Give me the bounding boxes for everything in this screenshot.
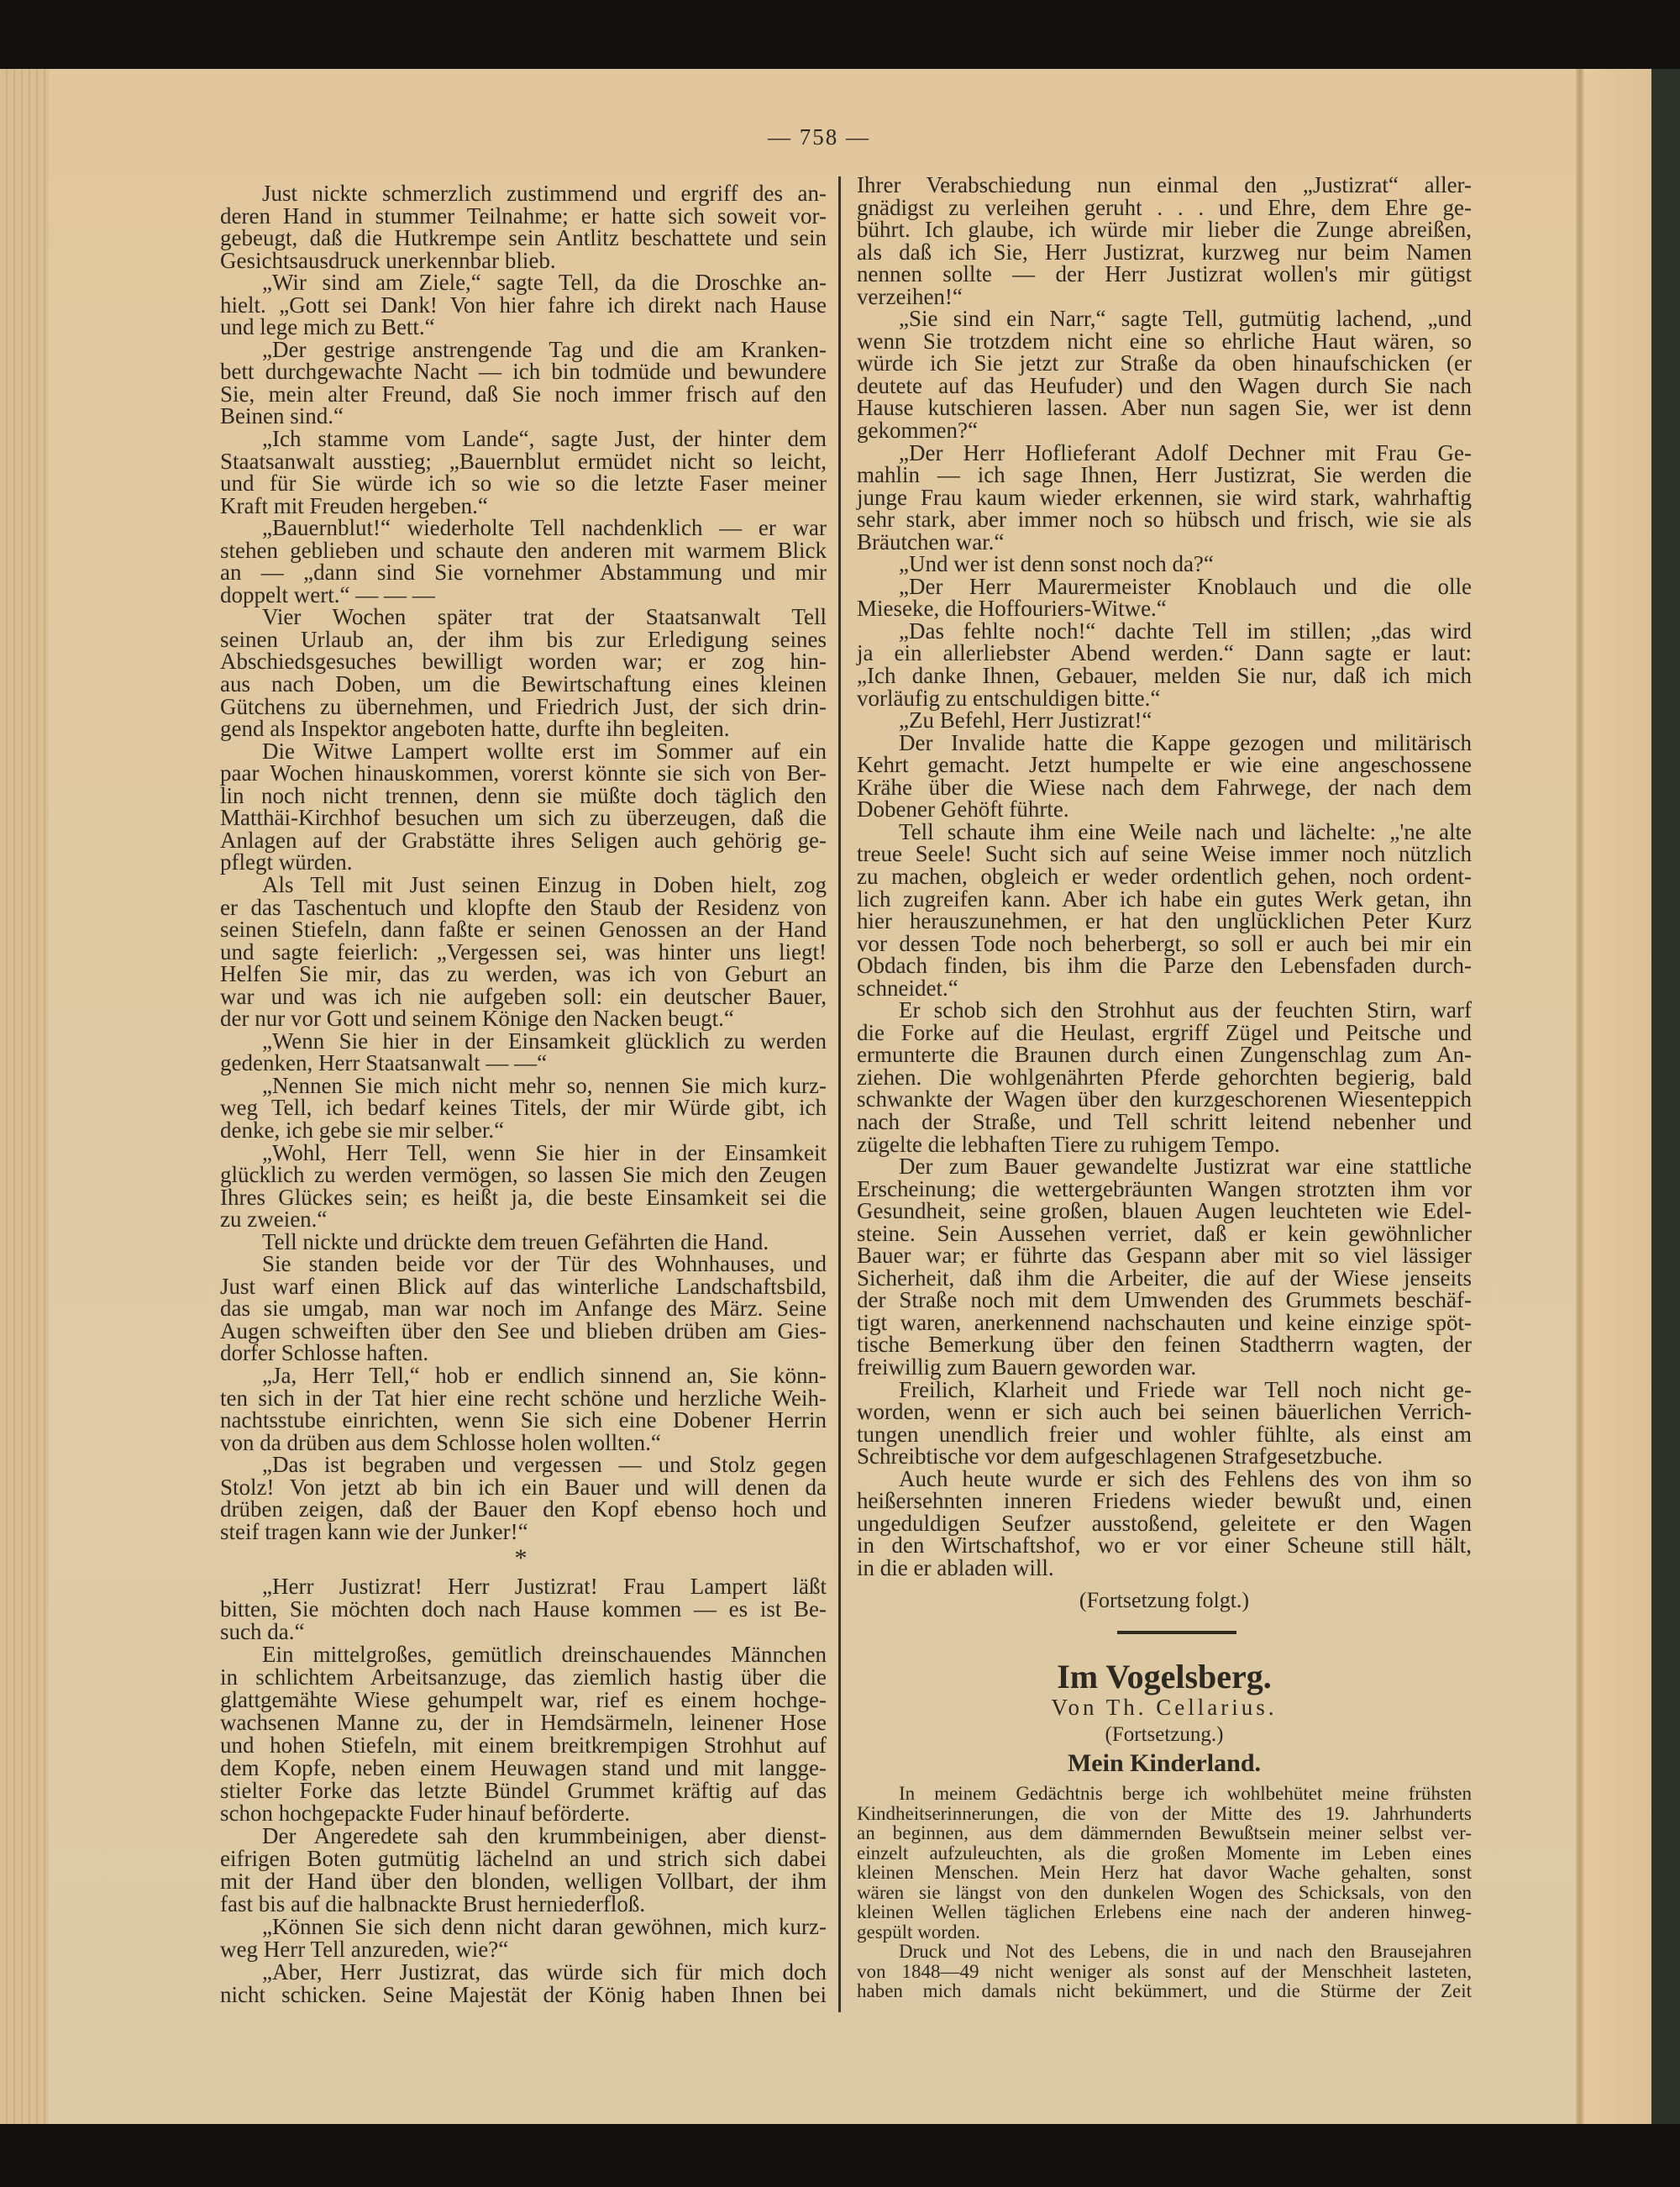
text-line: fast bis auf die halbnackte Brust herniederfloß. bbox=[220, 1891, 646, 1916]
text-line: gend als Inspektor angeboten hatte, durfte ihn begleiten. bbox=[220, 716, 730, 742]
text-line: gespült worden. bbox=[857, 1921, 980, 1943]
article-title: Im Vogelsberg. bbox=[1057, 1658, 1272, 1695]
text-line: drüben zeigen, daß der Bauer den Kopf ebenso hoch und bbox=[220, 1496, 827, 1522]
text-line: und lege mich zu Bett.“ bbox=[220, 314, 435, 340]
text-line: gekommen?“ bbox=[857, 418, 978, 444]
text-line: Abschiedsgesuches bewilligt worden war; er zog hin- bbox=[220, 649, 827, 675]
text-line: dorfer Schlosse haften. bbox=[220, 1340, 429, 1366]
paragraph bbox=[857, 174, 1472, 308]
text-line: Ihres Glückes sein; es heißt ja, die beste Einsamkeit sei die bbox=[220, 1184, 827, 1210]
text-line: kleinen Menschen. Mein Herz hat davor Wache gehalten, sonst bbox=[857, 1862, 1472, 1883]
paragraph bbox=[220, 1825, 827, 1916]
text-line: „Herr Justizrat! Herr Justizrat! Frau Lampert läßt bbox=[262, 1574, 827, 1599]
text-line: ten sich in der Tat hier eine recht schöne und herzliche Weih- bbox=[220, 1385, 827, 1411]
text-line: und hohen Stiefeln, mit einem breitkrempigen Strohhut auf bbox=[220, 1732, 827, 1758]
text-line: gebeugt, daß die Hutkrempe sein Antlitz beschattete und sein bbox=[220, 225, 827, 251]
text-line: Sie standen beide vor der Tür des Wohnhauses, und bbox=[262, 1251, 827, 1277]
text-line: freiwillig zum Bauern geworden war. bbox=[857, 1354, 1197, 1380]
text-line: Schreibtische vor dem aufgeschlagenen Strafgesetzbuche. bbox=[857, 1443, 1383, 1469]
paragraph bbox=[857, 620, 1472, 709]
paragraph bbox=[857, 999, 1472, 1155]
text-line: „Aber, Herr Justizrat, das würde sich für mich doch bbox=[262, 1959, 827, 1985]
text-line: einzelt aufzuleuchten, als die großen Momente im Leben eines bbox=[857, 1842, 1472, 1864]
text-line: aus nach Doben, um die Bewirtschaftung eines kleinen bbox=[220, 671, 827, 697]
text-line: „Der Herr Hoflieferant Adolf Dechner mit Frau Ge- bbox=[899, 439, 1472, 465]
text-line: in die er abladen will. bbox=[857, 1554, 1054, 1580]
text-line: schon hochgepackte Fuder hinauf beförderte. bbox=[220, 1801, 631, 1826]
text-line: Sicherheit, daß ihm die Arbeiter, die auf der Wiese jenseits bbox=[857, 1264, 1472, 1291]
text-line: hier herauszunehmen, er hat den unglücklichen Peter Kurz bbox=[857, 908, 1472, 934]
text-line: das sie umgab, man war noch im Anfange des März. Seine bbox=[220, 1296, 827, 1322]
text-line: Tell schaute ihm eine Weile nach und lächelte: „'ne alte bbox=[899, 818, 1472, 844]
text-line: Kindheitserinnerungen, die von der Mitte des 19. Jahrhunderts bbox=[857, 1802, 1472, 1824]
text-line: Druck und Not des Lebens, die in und nach den Brausejahren bbox=[899, 1941, 1472, 1962]
text-line: sehr stark, aber immer noch so hübsch und frisch, wie sie als bbox=[857, 507, 1472, 533]
text-line: tigt waren, anerkennend nachschauten und keine einzige spöt- bbox=[857, 1309, 1472, 1335]
text-line: Gesundheit, seine großen, blauen Augen leuchteten wie Edel- bbox=[857, 1198, 1472, 1224]
text-line: „Sie sind ein Narr,“ sagte Tell, gutmütig lachend, „und bbox=[899, 306, 1472, 332]
text-line: weg Tell, ich bedarf keines Titels, der mir Würde gibt, ich bbox=[220, 1095, 827, 1121]
text-line: Just warf einen Blick auf das winterliche Landschaftsbild, bbox=[220, 1273, 827, 1299]
text-line: Der Angeredete sah den krummbeinigen, aber dienst- bbox=[262, 1823, 827, 1848]
text-line: nennen sollte — der Herr Justizrat wollen's mir gütigst bbox=[857, 261, 1472, 287]
text-line: Krähe über die Wiese nach dem Fahrwege, der nach dem bbox=[857, 774, 1472, 800]
text-line: Anlagen auf der Grabstätte ihres Seligen auch gehörig ge- bbox=[220, 827, 827, 853]
text-line: stehen geblieben und schaute den anderen mit warmem Blick bbox=[220, 537, 827, 563]
text-line: „Der Herr Maurermeister Knoblauch und die olle bbox=[899, 573, 1472, 599]
text-line: an — „dann sind Sie vornehmer Abstammung und mir bbox=[220, 560, 827, 586]
text-line: treue Seele! Sucht sich auf seine Weise immer noch nützlich bbox=[857, 841, 1472, 867]
text-line: „Das ist begraben und vergessen — und Stolz gegen bbox=[262, 1452, 827, 1478]
text-line: mit der Hand über den blonden, welligen Vollbart, der ihm bbox=[220, 1869, 827, 1894]
paragraph bbox=[220, 517, 827, 606]
text-line: von 1848—49 nicht weniger als sonst auf der Menschheit lasteten, bbox=[857, 1960, 1472, 1982]
text-line: weg Herr Tell anzureden, wie?“ bbox=[220, 1937, 509, 1962]
right-column-story bbox=[857, 174, 1472, 1579]
paragraph bbox=[220, 1139, 827, 1233]
paragraph bbox=[220, 1961, 827, 2006]
text-line: „Zu Befehl, Herr Justizrat!“ bbox=[899, 707, 1152, 733]
article-divider bbox=[1117, 1631, 1236, 1634]
text-line: nach der Straße, und Tell schritt leitend nebenher und bbox=[857, 1108, 1472, 1134]
paragraph bbox=[220, 1643, 827, 1825]
article-byline: Von Th. Cellarius. bbox=[1051, 1695, 1278, 1720]
text-line: der nur vor Gott und seinem Könige den Nacken beugt.“ bbox=[220, 1006, 734, 1032]
text-line: „Das fehlte noch!“ dachte Tell im stillen; „das wird bbox=[899, 618, 1472, 644]
paragraph bbox=[857, 1155, 1472, 1378]
text-line: Der zum Bauer gewandelte Justizrat war eine stattliche bbox=[899, 1154, 1472, 1180]
text-line: steine. Sein Aussehen verriet, daß er kein gewöhnlicher bbox=[857, 1220, 1472, 1246]
text-line: zügelte die lebhaften Tiere zu ruhigem Tempo. bbox=[857, 1131, 1280, 1157]
column-divider bbox=[838, 176, 841, 2012]
text-line: doppelt wert.“ — — — bbox=[220, 581, 435, 607]
paragraph bbox=[220, 1253, 827, 1364]
text-line: nicht schicken. Seine Majestät der König haben Ihnen bei bbox=[220, 1982, 827, 2007]
paragraph bbox=[857, 709, 1472, 732]
text-line: ziehen. Die wohlgenährten Pferde gehorchten begierig, bald bbox=[857, 1064, 1472, 1090]
text-line: der Straße noch mit dem Umwenden des Grummets beschäf- bbox=[857, 1287, 1472, 1313]
paragraph bbox=[220, 1030, 827, 1075]
text-line: Hause kutschieren lassen. Aber nun sagen Sie, wer ist denn bbox=[857, 395, 1472, 421]
paragraph bbox=[220, 871, 827, 1032]
text-line: Die Witwe Lampert wollte erst im Sommer auf ein bbox=[262, 738, 827, 764]
text-line: junge Frau kaum wieder erkennen, sie wird stark, wahrhaftig bbox=[857, 484, 1472, 510]
text-line: Der Invalide hatte die Kappe gezogen und militärisch bbox=[899, 729, 1472, 755]
article-subtitle: Mein Kinderland. bbox=[1067, 1749, 1262, 1777]
text-line: lin noch nicht trennen, denn sie müßte doch täglich den bbox=[220, 782, 827, 808]
text-line: bührt. Ich glaube, ich würde mir lieber die Zunge abreißen, bbox=[857, 217, 1472, 243]
text-line: Beinen sind.“ bbox=[220, 403, 344, 429]
text-line: deutete auf das Heufuder) und den Wagen durch Sie nach bbox=[857, 372, 1472, 398]
text-line: ermunterte die Braunen durch einen Zungenschlag zum An- bbox=[857, 1042, 1472, 1068]
text-line: „Ja, Herr Tell,“ hob er endlich sinnend an, Sie könn- bbox=[262, 1362, 827, 1388]
text-line: von da drüben aus dem Schlosse holen wollten.“ bbox=[220, 1429, 661, 1455]
text-line: Just nickte schmerzlich zustimmend und ergriff des an- bbox=[262, 181, 827, 206]
text-line: würde ich Sie jetzt zur Straße da oben hinaufschicken (er bbox=[857, 350, 1472, 376]
paragraph bbox=[857, 1465, 1472, 1580]
text-line: Bauer war; er führte das Gespann aber mit so viel lässiger bbox=[857, 1243, 1472, 1269]
paragraph bbox=[220, 1364, 827, 1454]
text-line: Kraft mit Freuden hergeben.“ bbox=[220, 492, 488, 518]
text-line: Freilich, Klarheit und Friede war Tell noch nicht ge- bbox=[899, 1376, 1472, 1402]
text-line: Als Tell mit Just seinen Einzug in Doben hielt, zog bbox=[262, 871, 827, 897]
text-line: nachtsstube einrichten, wenn Sie sich eine Dobener Herrin bbox=[220, 1407, 827, 1433]
text-line: Mieseke, die Hoffouriers-Witwe.“ bbox=[857, 596, 1167, 622]
text-line: in den Wirtschaftshof, wo er vor einer Scheune still hält, bbox=[857, 1532, 1472, 1559]
text-line: „Der gestrige anstrengende Tag und die am Kranken- bbox=[262, 336, 827, 362]
text-line: schwankte der Wagen über den kurzgeschorenen Wiesenteppich bbox=[857, 1086, 1472, 1112]
text-line: Augen schweiften über den See und blieben drüben am Gies- bbox=[220, 1317, 827, 1343]
left-column-part1 bbox=[220, 182, 827, 1543]
text-line: mahlin — ich sage Ihnen, Herr Justizrat, Sie werden die bbox=[857, 462, 1472, 488]
text-line: ja ein allerliebster Abend werden.“ Dann sagte er laut: bbox=[857, 640, 1472, 666]
text-line: seinen Urlaub an, der ihm bis zur Erledigung seines bbox=[220, 626, 827, 652]
text-line: Bräutchen war.“ bbox=[857, 528, 1005, 555]
paragraph bbox=[220, 604, 827, 742]
text-line: Staatsanwalt ausstieg; „Bauernblut ermüdet nicht so leicht, bbox=[220, 448, 827, 474]
scan-background-top bbox=[0, 0, 1680, 69]
text-line: Tell nickte und drückte dem treuen Gefährten die Hand. bbox=[262, 1228, 769, 1254]
text-line: seinen Stiefeln, dann faßte er seinen Genossen an der Hand bbox=[220, 917, 827, 943]
text-line: war und was ich nie aufgeben soll: ein deutscher Bauer, bbox=[220, 983, 827, 1009]
text-line: „Wir sind am Ziele,“ sagte Tell, da die Droschke an- bbox=[262, 270, 827, 296]
paragraph bbox=[857, 1376, 1472, 1469]
text-line: kleinen Wellen täglichen Erlebens eine nach der anderen hinweg- bbox=[857, 1901, 1472, 1922]
text-line: in schlichtem Arbeitsanzuge, das ziemlich hastig über die bbox=[220, 1664, 827, 1690]
paragraph bbox=[220, 271, 827, 339]
text-line: Sie, mein alter Freund, daß Sie noch immer frisch auf den bbox=[220, 381, 827, 407]
article-body bbox=[857, 1784, 1472, 2001]
text-line: paar Wochen hinauskommen, vorerst könnte sie sich von Ber- bbox=[220, 760, 827, 786]
text-line: wären sie längst von den dunkelen Wogen des Schicksals, von den bbox=[857, 1881, 1472, 1903]
text-line: bitten, Sie möchten doch nach Hause kommen — es ist Be- bbox=[220, 1596, 827, 1622]
text-line: verzeihen!“ bbox=[857, 283, 963, 309]
paragraph bbox=[857, 439, 1472, 555]
text-line: Ein mittelgroßes, gemütlich dreinschauendes Männchen bbox=[262, 1642, 827, 1667]
paragraph bbox=[220, 740, 827, 874]
text-line: glattgemähte Wiese gehumpelt war, rief es einem hochge- bbox=[220, 1687, 827, 1712]
text-line: glücklich zu werden vermögen, so lassen Sie mich den Zeugen bbox=[220, 1162, 827, 1188]
text-line: eifrigen Boten gutmütig lächelnd an und strich sich dabei bbox=[220, 1846, 827, 1871]
scan-background-bottom bbox=[0, 2124, 1680, 2187]
section-separator: * bbox=[514, 1544, 528, 1572]
text-line: als daß ich Sie, Herr Justizrat, kurzweg nur beim Namen bbox=[857, 239, 1472, 265]
text-line: zu zweien.“ bbox=[220, 1207, 328, 1233]
facing-page-edge bbox=[1584, 69, 1651, 2124]
text-line: er das Taschentuch und klopfte den Staub der Residenz von bbox=[220, 894, 827, 920]
text-line: Kehrt gemacht. Jetzt humpelte er wie eine angeschossene bbox=[857, 752, 1472, 778]
text-line: Gesichtsausdruck unerkennbar blieb. bbox=[220, 247, 556, 273]
text-line: dem Kopfe, neben einem Heuwagen stand und mit langge- bbox=[220, 1755, 827, 1780]
paragraph bbox=[220, 1072, 827, 1143]
page-number: — 758 — bbox=[768, 124, 870, 150]
text-line: haben mich damals nicht bekümmert, und die Stürme der Zeit bbox=[857, 1980, 1472, 2001]
paragraph bbox=[857, 1784, 1472, 1942]
text-line: wenn Sie trotzdem nicht eine so ehrliche Haut wären, so bbox=[857, 328, 1472, 354]
text-line: „Ich stamme vom Lande“, sagte Just, der hinter dem bbox=[262, 426, 827, 452]
text-line: gnädigst zu verleihen geruht . . . und Ehre, dem Ehre ge- bbox=[857, 194, 1472, 220]
text-line: „Wohl, Herr Tell, wenn Sie hier in der Einsamkeit bbox=[262, 1139, 827, 1165]
text-line: such da.“ bbox=[220, 1619, 305, 1644]
text-line: „Ich danke Ihnen, Gebauer, melden Sie nur, daß ich mich bbox=[857, 663, 1472, 689]
text-line: hielt. „Gott sei Dank! Von hier fahre ich direkt nach Hause bbox=[220, 292, 827, 318]
text-line: In meinem Gedächtnis berge ich wohlbehütet meine frühsten bbox=[899, 1783, 1472, 1804]
text-line: denke, ich gebe sie mir selber.“ bbox=[220, 1117, 505, 1143]
text-line: zu machen, obgleich er weder ordentlich gehen, noch ordent- bbox=[857, 863, 1472, 889]
text-line: heißersehnten inneren Friedens wieder bewußt und, einen bbox=[857, 1488, 1472, 1514]
text-line: wachsenen Manne zu, der in Hemdsärmeln, leinener Hose bbox=[220, 1710, 827, 1735]
text-line: an beginnen, aus dem dämmernden Bewußtsein meiner selbst ver- bbox=[857, 1822, 1472, 1843]
text-line: Stolz! Von jetzt ab bin ich ein Bauer und will denen da bbox=[220, 1474, 827, 1500]
paragraph bbox=[220, 1454, 827, 1543]
text-line: bett durchgewachte Nacht — ich bin todmüde und bewundere bbox=[220, 359, 827, 385]
text-line: Auch heute wurde er sich des Fehlens des von ihm so bbox=[899, 1465, 1472, 1491]
text-line: „Können Sie sich denn nicht daran gewöhnen, mich kurz- bbox=[262, 1914, 827, 1939]
text-line: pflegt würden. bbox=[220, 849, 353, 875]
text-line: und für Sie würde ich so wie so die letzte Faser meiner bbox=[220, 471, 827, 497]
text-line: Matthäi-Kirchhof besuchen um sich zu überzeugen, daß die bbox=[220, 805, 827, 831]
paragraph bbox=[220, 1916, 827, 1961]
text-line: Er schob sich den Strohhut aus der feuchten Stirn, warf bbox=[899, 997, 1472, 1023]
paragraph bbox=[857, 573, 1472, 622]
article-continuation: (Fortsetzung.) bbox=[1105, 1723, 1224, 1746]
text-line: lich zugreifen kann. Aber ich habe ein gutes Werk getan, ihn bbox=[857, 886, 1472, 912]
text-line: „Wenn Sie hier in der Einsamkeit glücklich zu werden bbox=[262, 1028, 827, 1054]
paragraph bbox=[220, 1575, 827, 1643]
text-line: die Forke auf die Heulast, ergriff Zügel und Peitsche und bbox=[857, 1019, 1472, 1045]
text-line: „Und wer ist denn sonst noch da?“ bbox=[899, 551, 1214, 577]
text-line: Erscheinung; die wettergebräunten Wangen strotzten ihm vor bbox=[857, 1175, 1472, 1201]
text-line: „Nennen Sie mich nicht mehr so, nennen Sie mich kurz- bbox=[262, 1072, 827, 1098]
text-line: Obdach finden, bis ihm die Parze den Lebensfaden durch- bbox=[857, 953, 1472, 979]
text-line: Gütchens zu übernehmen, und Friedrich Just, der sich drin- bbox=[220, 693, 827, 719]
text-line: gedenken, Herr Staatsanwalt — —“ bbox=[220, 1050, 548, 1076]
text-line: deren Hand in stummer Teilnahme; er hatte sich soweit vor- bbox=[220, 202, 827, 229]
paragraph bbox=[857, 1942, 1472, 2001]
text-line: stielter Forke das letzte Bündel Grummet kräftig auf das bbox=[220, 1778, 827, 1803]
text-line: worden, wenn er sich auch bei seinen bäuerlichen Verrich- bbox=[857, 1399, 1472, 1425]
text-line: schneidet.“ bbox=[857, 975, 958, 1001]
page-edges bbox=[0, 69, 52, 2124]
text-line: Ihrer Verabschiedung nun einmal den „Justizrat“ aller- bbox=[857, 172, 1472, 197]
text-line: Dobener Gehöft führte. bbox=[857, 796, 1069, 823]
paragraph bbox=[220, 1228, 827, 1254]
text-line: Vier Wochen später trat der Staatsanwalt Tell bbox=[262, 604, 827, 630]
book-cover-edge bbox=[1651, 69, 1680, 2124]
continuation-note: (Fortsetzung folgt.) bbox=[1079, 1588, 1250, 1612]
paragraph bbox=[857, 818, 1472, 1001]
text-line: „Bauernblut!“ wiederholte Tell nachdenklich — er war bbox=[262, 515, 827, 541]
paragraph bbox=[857, 553, 1472, 576]
paragraph bbox=[220, 428, 827, 517]
paragraph bbox=[857, 306, 1472, 444]
text-line: ungeduldigen Seufzer ausstoßend, geleitete er den Wagen bbox=[857, 1510, 1472, 1536]
paragraph bbox=[857, 729, 1472, 823]
paragraph bbox=[220, 336, 827, 429]
text-line: tungen unendlich freier und wohler fühlte, als einst am bbox=[857, 1421, 1472, 1447]
book-gutter bbox=[1576, 69, 1584, 2124]
text-line: Helfen Sie mir, das zu werden, was ich von Geburt an bbox=[220, 961, 827, 987]
text-line: und sagte feierlich: „Vergessen sei, was hinter uns liegt! bbox=[220, 938, 827, 965]
text-line: vorläufig zu entschuldigen bitte.“ bbox=[857, 685, 1161, 711]
text-line: steif tragen kann wie der Junker!“ bbox=[220, 1518, 528, 1544]
paragraph bbox=[220, 182, 827, 271]
text-line: vor dessen Tode noch beherbergt, so soll er auch bei mir ein bbox=[857, 930, 1472, 956]
left-column-part2 bbox=[220, 1575, 827, 2006]
text-line: tische Bemerkung über den feinen Stadtherrn wagten, der bbox=[857, 1332, 1472, 1358]
